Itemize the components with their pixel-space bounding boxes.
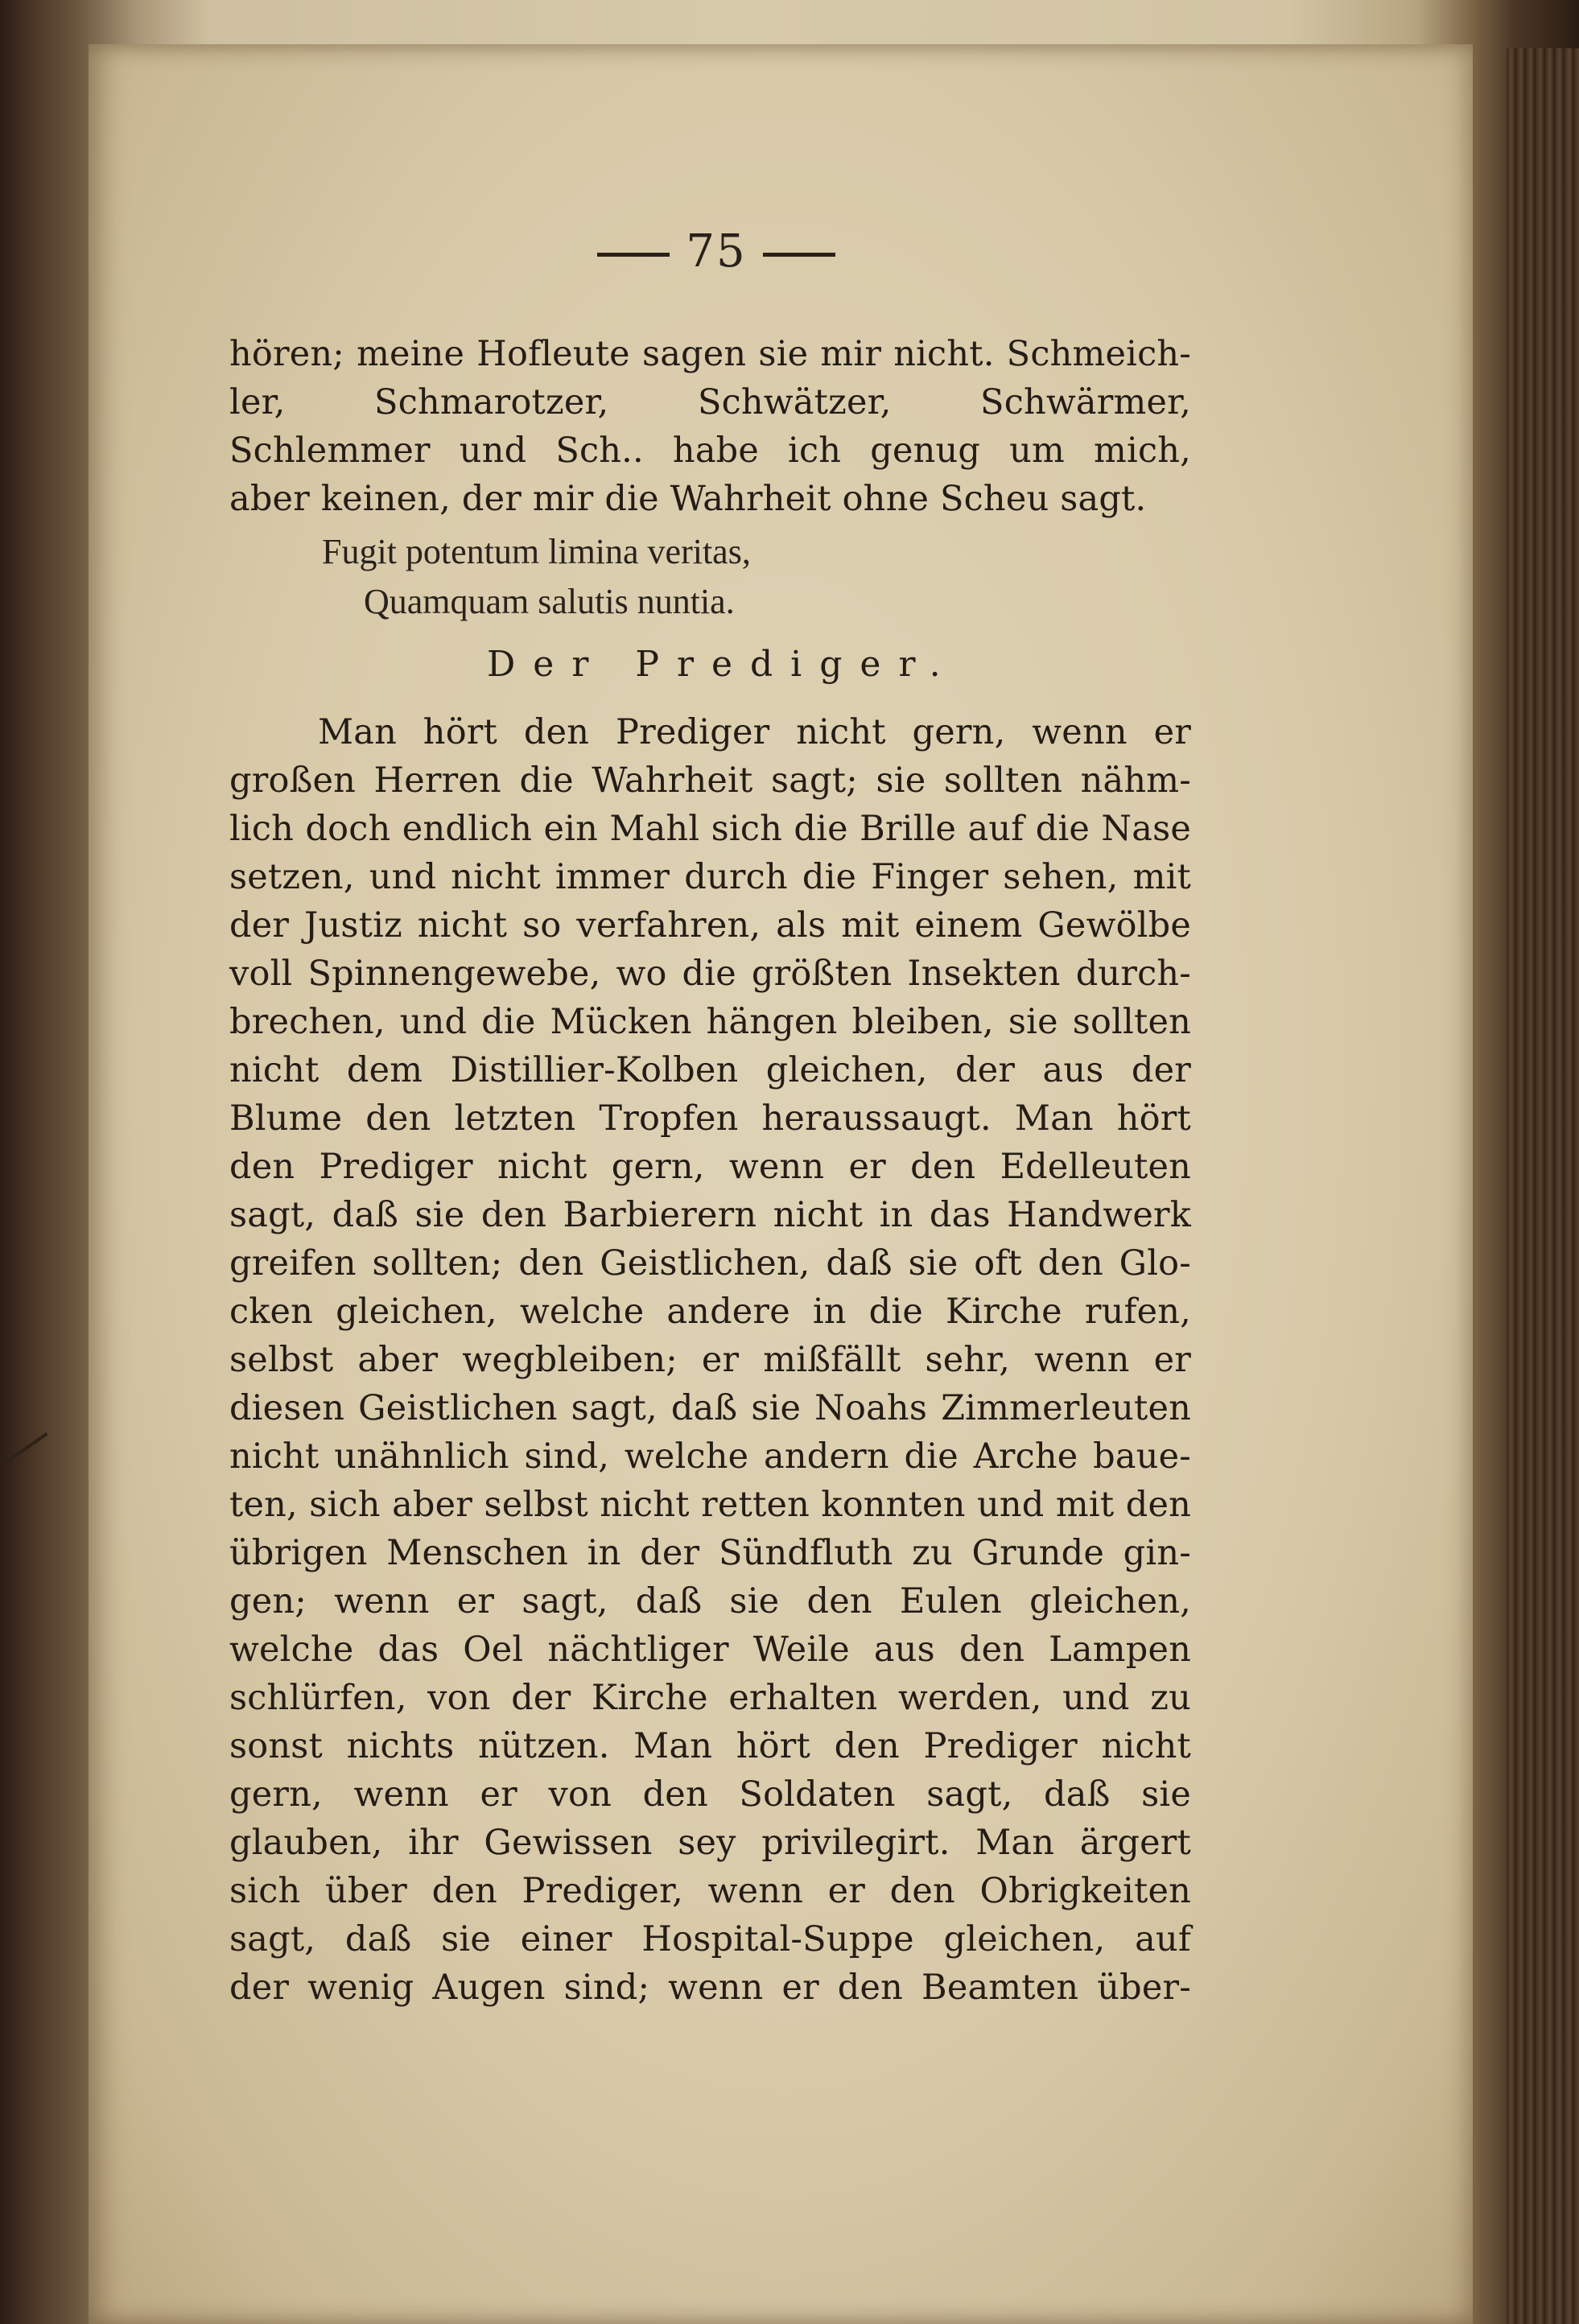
text-line: diesen Geistlichen sagt, daß sie Noahs Zimmerleuten <box>229 1388 1191 1428</box>
continuation-paragraph <box>229 330 1191 523</box>
text-line: der wenig Augen sind; wenn er den Beamten über- <box>229 1968 1191 2008</box>
text-line: glauben, ihr Gewissen sey privilegirt. Man ärgert <box>229 1823 1191 1863</box>
latin-line: Fugit potentum limina veritas, <box>322 532 751 571</box>
text-line: voll Spinnengewebe, wo die größten Insekten durch- <box>229 954 1191 994</box>
text-line: Blume den letzten Tropfen heraussaugt. Man hört <box>229 1098 1191 1139</box>
text-line: brechen, und die Mücken hängen bleiben, sie sollten <box>229 1002 1191 1042</box>
latin-line: Quamquam salutis nuntia. <box>364 582 735 621</box>
text-line: sagt, daß sie einer Hospital-Suppe gleichen, auf <box>229 1919 1191 1959</box>
text-line: greifen sollten; den Geistlichen, daß sie oft den Glo- <box>229 1243 1191 1284</box>
text-line: lich doch endlich ein Mahl sich die Brille auf die Nase <box>229 809 1191 849</box>
text-line: übrigen Menschen in der Sündfluth zu Grunde gin- <box>229 1533 1191 1573</box>
text-line: gen; wenn er sagt, daß sie den Eulen gleichen, <box>229 1581 1191 1621</box>
text-line: Schlemmer und Sch.. habe ich genug um mich, <box>229 431 1191 471</box>
text-line: sagt, daß sie den Barbierern nicht in das Handwerk <box>229 1195 1191 1235</box>
text-line: ten, sich aber selbst nicht retten konnten und mit den <box>229 1485 1191 1525</box>
text-line: sich über den Prediger, wenn er den Obrigkeiten <box>229 1871 1191 1911</box>
text-line: setzen, und nicht immer durch die Finger sehen, mit <box>229 857 1191 897</box>
text-line: gern, wenn er von den Soldaten sagt, daß sie <box>229 1774 1191 1815</box>
dash-right <box>763 253 835 257</box>
section-heading: Der Prediger. <box>487 644 959 685</box>
text-line: ler, Schmarotzer, Schwätzer, Schwärmer, <box>229 382 1191 422</box>
text-line: aber keinen, der mir die Wahrheit ohne Scheu sagt. <box>229 479 1147 519</box>
text-line: welche das Oel nächtliger Weile aus den Lampen <box>229 1630 1191 1670</box>
body-paragraph <box>229 708 1191 2012</box>
text-line: cken gleichen, welche andere in die Kirche rufen, <box>229 1292 1191 1332</box>
text-line: nicht dem Distillier-Kolben gleichen, der aus der <box>229 1050 1191 1090</box>
page-number-text: 75 <box>686 225 747 278</box>
text-line: schlürfen, von der Kirche erhalten werden, und zu <box>229 1678 1191 1718</box>
text-line: der Justiz nicht so verfahren, als mit einem Gewölbe <box>229 905 1191 946</box>
text-line: großen Herren die Wahrheit sagt; sie sollten nähm- <box>229 760 1191 801</box>
text-line: sonst nichts nützen. Man hört den Prediger nicht <box>229 1726 1191 1766</box>
text-line: nicht unähnlich sind, welche andern die Arche baue- <box>229 1436 1191 1477</box>
text-line: hören; meine Hofleute sagen sie mir nicht. Schmeich- <box>229 334 1191 374</box>
text-line: selbst aber wegbleiben; er mißfällt sehr, wenn er <box>229 1340 1191 1380</box>
page-tear-mark <box>0 1432 67 1494</box>
page-number <box>579 225 853 278</box>
text-line: Man hört den Prediger nicht gern, wenn er <box>318 712 1191 752</box>
dash-left <box>597 253 670 257</box>
latin-quote <box>322 527 966 627</box>
text-line: den Prediger nicht gern, wenn er den Edelleuten <box>229 1147 1191 1187</box>
book-edge <box>1507 48 1579 2324</box>
